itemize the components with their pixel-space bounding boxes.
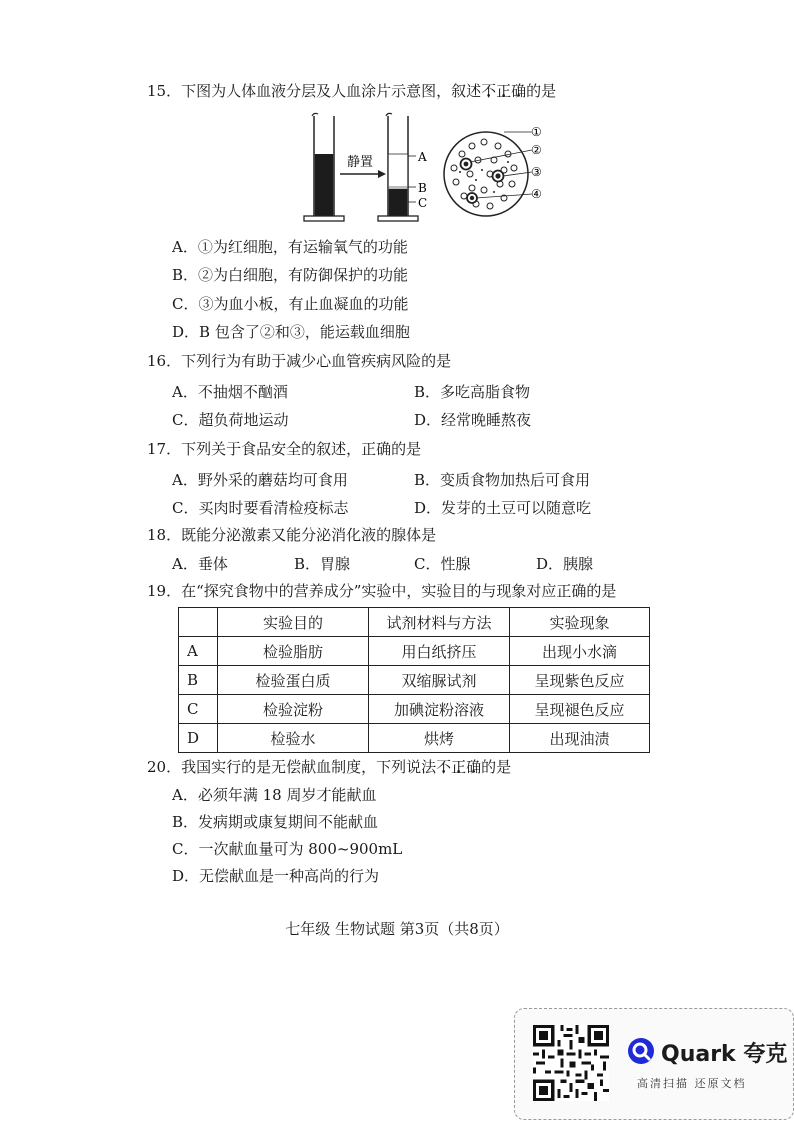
table-cell: 双缩脲试剂 [369,666,510,695]
table-cell: 检验淀粉 [218,695,369,724]
part-4-label: ④ [531,187,542,201]
table-cell: 检验脂肪 [218,637,369,666]
quark-watermark [514,1008,794,1120]
q17-option-b: B．变质食物加热后可食用 [414,471,591,489]
table-row [179,724,650,753]
q15-option-b: B．②为白细胞，有防御保护的功能 [172,266,409,284]
table-header-row [179,608,650,637]
table-header-cell: 试剂材料与方法 [369,608,510,637]
blood-figure [300,110,540,230]
q18-option-b: B．胃腺 [294,555,351,573]
table-row [179,637,650,666]
table-cell: C [179,695,218,724]
table-header-cell [179,608,218,637]
q17-option-d: D．发芽的土豆可以随意吃 [414,499,592,517]
q17-option-c: C．买肉时要看清检疫标志 [172,499,349,517]
quark-brand: Quark 夸克 [661,1042,788,1067]
question-16-stem: 16．下列行为有助于减少心血管疾病风险的是 [147,352,452,370]
q18-option-c: C．性腺 [414,555,471,573]
table-cell: 出现小水滴 [510,637,650,666]
table-cell: B [179,666,218,695]
q20-option-a: A．必须年满 18 周岁才能献血 [172,786,377,804]
q15-option-c: C．③为血小板，有止血凝血的功能 [172,295,409,313]
table-cell: 用白纸挤压 [369,637,510,666]
q16-option-c: C．超负荷地运动 [172,411,289,429]
quark-subtitle: 高清扫描 还原文档 [637,1077,747,1090]
layer-label-a: A [418,150,427,164]
table-cell: 出现油渍 [510,724,650,753]
table-cell: D [179,724,218,753]
part-3-label: ③ [531,165,542,179]
table-row [179,666,650,695]
question-19-stem: 19．在“探究食物中的营养成分”实验中，实验目的与现象对应正确的是 [147,582,617,600]
table-cell: 呈现褪色反应 [510,695,650,724]
question-20-stem: 20．我国实行的是无偿献血制度，下列说法不正确的是 [147,758,512,776]
q16-option-d: D．经常晚睡熬夜 [414,411,532,429]
q16-option-b: B．多吃高脂食物 [414,383,531,401]
question-18-stem: 18．既能分泌激素又能分泌消化液的腺体是 [147,526,437,544]
q15-option-d: D．B 包含了②和③，能运载血细胞 [172,323,410,341]
table-cell: 加碘淀粉溶液 [369,695,510,724]
q20-option-b: B．发病期或康复期间不能献血 [172,813,379,831]
question-15-stem: 15．下图为人体血液分层及人血涂片示意图，叙述不正确的是 [147,82,557,100]
table-cell: A [179,637,218,666]
table-header-cell: 实验目的 [218,608,369,637]
cylinder-before [304,113,344,221]
rest-label: 静置 [347,155,374,170]
q16-option-a: A．不抽烟不酗酒 [172,383,288,401]
table-cell: 检验水 [218,724,369,753]
table-cell: 烘烤 [369,724,510,753]
quark-logo-icon [627,1037,655,1065]
cylinder-after [378,113,427,221]
qr-code-icon [533,1025,609,1101]
q18-option-a: A．垂体 [172,555,228,573]
layer-label-c: C [418,196,428,210]
q17-option-a: A．野外采的蘑菇均可食用 [172,471,348,489]
part-2-label: ② [531,143,542,157]
table-cell: 呈现紫色反应 [510,666,650,695]
q18-option-d: D．胰腺 [536,555,594,573]
table-row [179,695,650,724]
question-17-stem: 17．下列关于食品安全的叙述，正确的是 [147,440,422,458]
part-1-label: ① [531,125,542,139]
q20-option-c: C．一次献血量可为 800~900mL [172,840,403,858]
page-footer: 七年级 生物试题 第3页（共8页） [285,920,509,938]
table-header-cell: 实验现象 [510,608,650,637]
q20-option-d: D．无偿献血是一种高尚的行为 [172,867,380,885]
table-cell: 检验蛋白质 [218,666,369,695]
experiment-table [178,607,650,753]
q15-option-a: A．①为红细胞，有运输氧气的功能 [172,238,408,256]
layer-label-b: B [418,181,427,195]
